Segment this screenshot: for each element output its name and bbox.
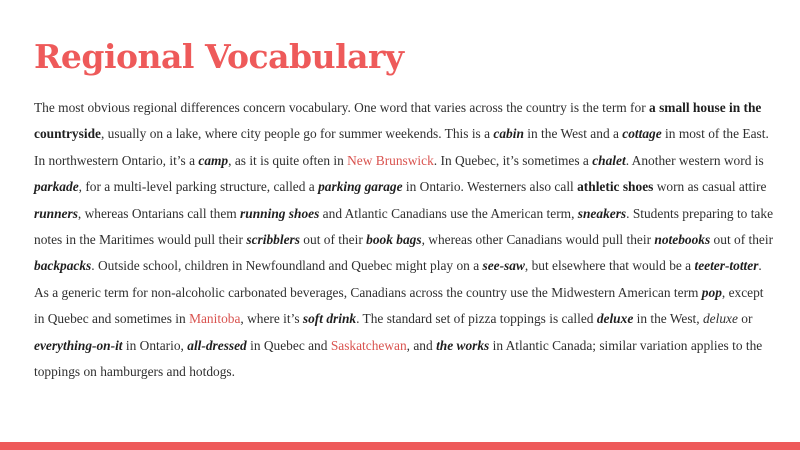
vocab-term: the works [436, 337, 490, 353]
vocab-term: camp [198, 152, 229, 168]
vocab-term: parking garage [318, 179, 403, 195]
body-text-run: in the West, [633, 311, 703, 327]
body-text-run: , for a multi-level parking structure, called a [78, 179, 319, 195]
body-text-run: and Atlantic Canadians use the American term, [319, 205, 578, 221]
bold-term: athletic shoes [577, 179, 654, 195]
vocab-term: chalet [592, 152, 626, 168]
body-text-run: , whereas other Canadians would pull their [421, 232, 655, 248]
body-text-run: , as it is quite often in [228, 152, 348, 168]
body-text-run: . The standard set of pizza toppings is called [356, 311, 597, 327]
body-text-run: in most of the East. In northwestern Ontario, it’s a [34, 126, 769, 168]
body-text-run: out of their [710, 232, 774, 248]
vocab-term: soft drink [302, 311, 357, 327]
body-text-run: , whereas Ontarians call them [77, 205, 241, 221]
body-text-run: out of their [299, 232, 367, 248]
vocab-term: parkade [34, 179, 79, 195]
vocab-term: teeter-totter [694, 258, 759, 274]
body-text-run: in the West and a [523, 126, 623, 142]
body-text-run: . Students preparing to take notes in the Maritimes would pull their [34, 205, 774, 248]
vocab-term: cabin [493, 126, 524, 142]
vocab-term: all-dressed [187, 337, 247, 353]
body-text-run: in Atlantic Canada; similar variation applies to the toppings on hamburgers and hotdogs. [34, 337, 763, 380]
body-text-run: in Ontario. Westerners also call [402, 179, 578, 195]
accent-bar [0, 442, 800, 450]
vocab-term-italic: deluxe [702, 311, 738, 327]
body-paragraph [34, 95, 774, 385]
place-link[interactable]: Saskatchewan [330, 337, 407, 353]
vocab-term: notebooks [654, 232, 711, 248]
vocab-term: running shoes [240, 205, 320, 221]
bold-term: a small house in the countryside [34, 100, 762, 142]
vocab-term: deluxe [596, 311, 634, 327]
vocab-term: sneakers [577, 205, 627, 221]
place-link[interactable]: New Brunswick [347, 152, 434, 168]
body-text-run: , usually on a lake, where city people go for summer weekends. This is a [100, 126, 494, 142]
place-link[interactable]: Manitoba [189, 311, 241, 327]
vocab-term: see-saw [482, 258, 525, 274]
body-text-run: . Another western word is [625, 152, 764, 168]
body-text-run: . In Quebec, it’s sometimes a [433, 152, 593, 168]
body-text-run: or [737, 311, 753, 327]
slide-title: Regional Vocabulary [34, 37, 404, 76]
body-text-run: , and [406, 337, 437, 353]
body-text-run: in Ontario, [122, 337, 188, 353]
body-text-run: , but elsewhere that would be a [524, 258, 695, 274]
body-text-run: The most obvious regional differences concern vocabulary. One word that varies across the country is the term for [34, 100, 650, 115]
body-text-run: . Outside school, children in Newfoundland and Quebec might play on a [91, 258, 483, 274]
body-text-run: . As a generic term for non-alcoholic carbonated beverages, Canadians across the country use the Midwestern American term [34, 258, 762, 300]
body-text-run: , except in Quebec and sometimes in [34, 284, 764, 327]
vocab-term: backpacks [34, 258, 92, 274]
body-text-run: worn as casual attire [653, 179, 767, 195]
body-text-run: in Quebec and [246, 337, 331, 353]
vocab-term: cottage [622, 126, 662, 142]
body-text-run: , where it’s [240, 311, 303, 327]
vocab-term: book bags [366, 232, 422, 248]
vocab-term: everything-on-it [34, 337, 123, 353]
vocab-term: scribblers [246, 232, 300, 248]
vocab-term: runners [34, 205, 78, 221]
vocab-term: pop [701, 284, 722, 300]
